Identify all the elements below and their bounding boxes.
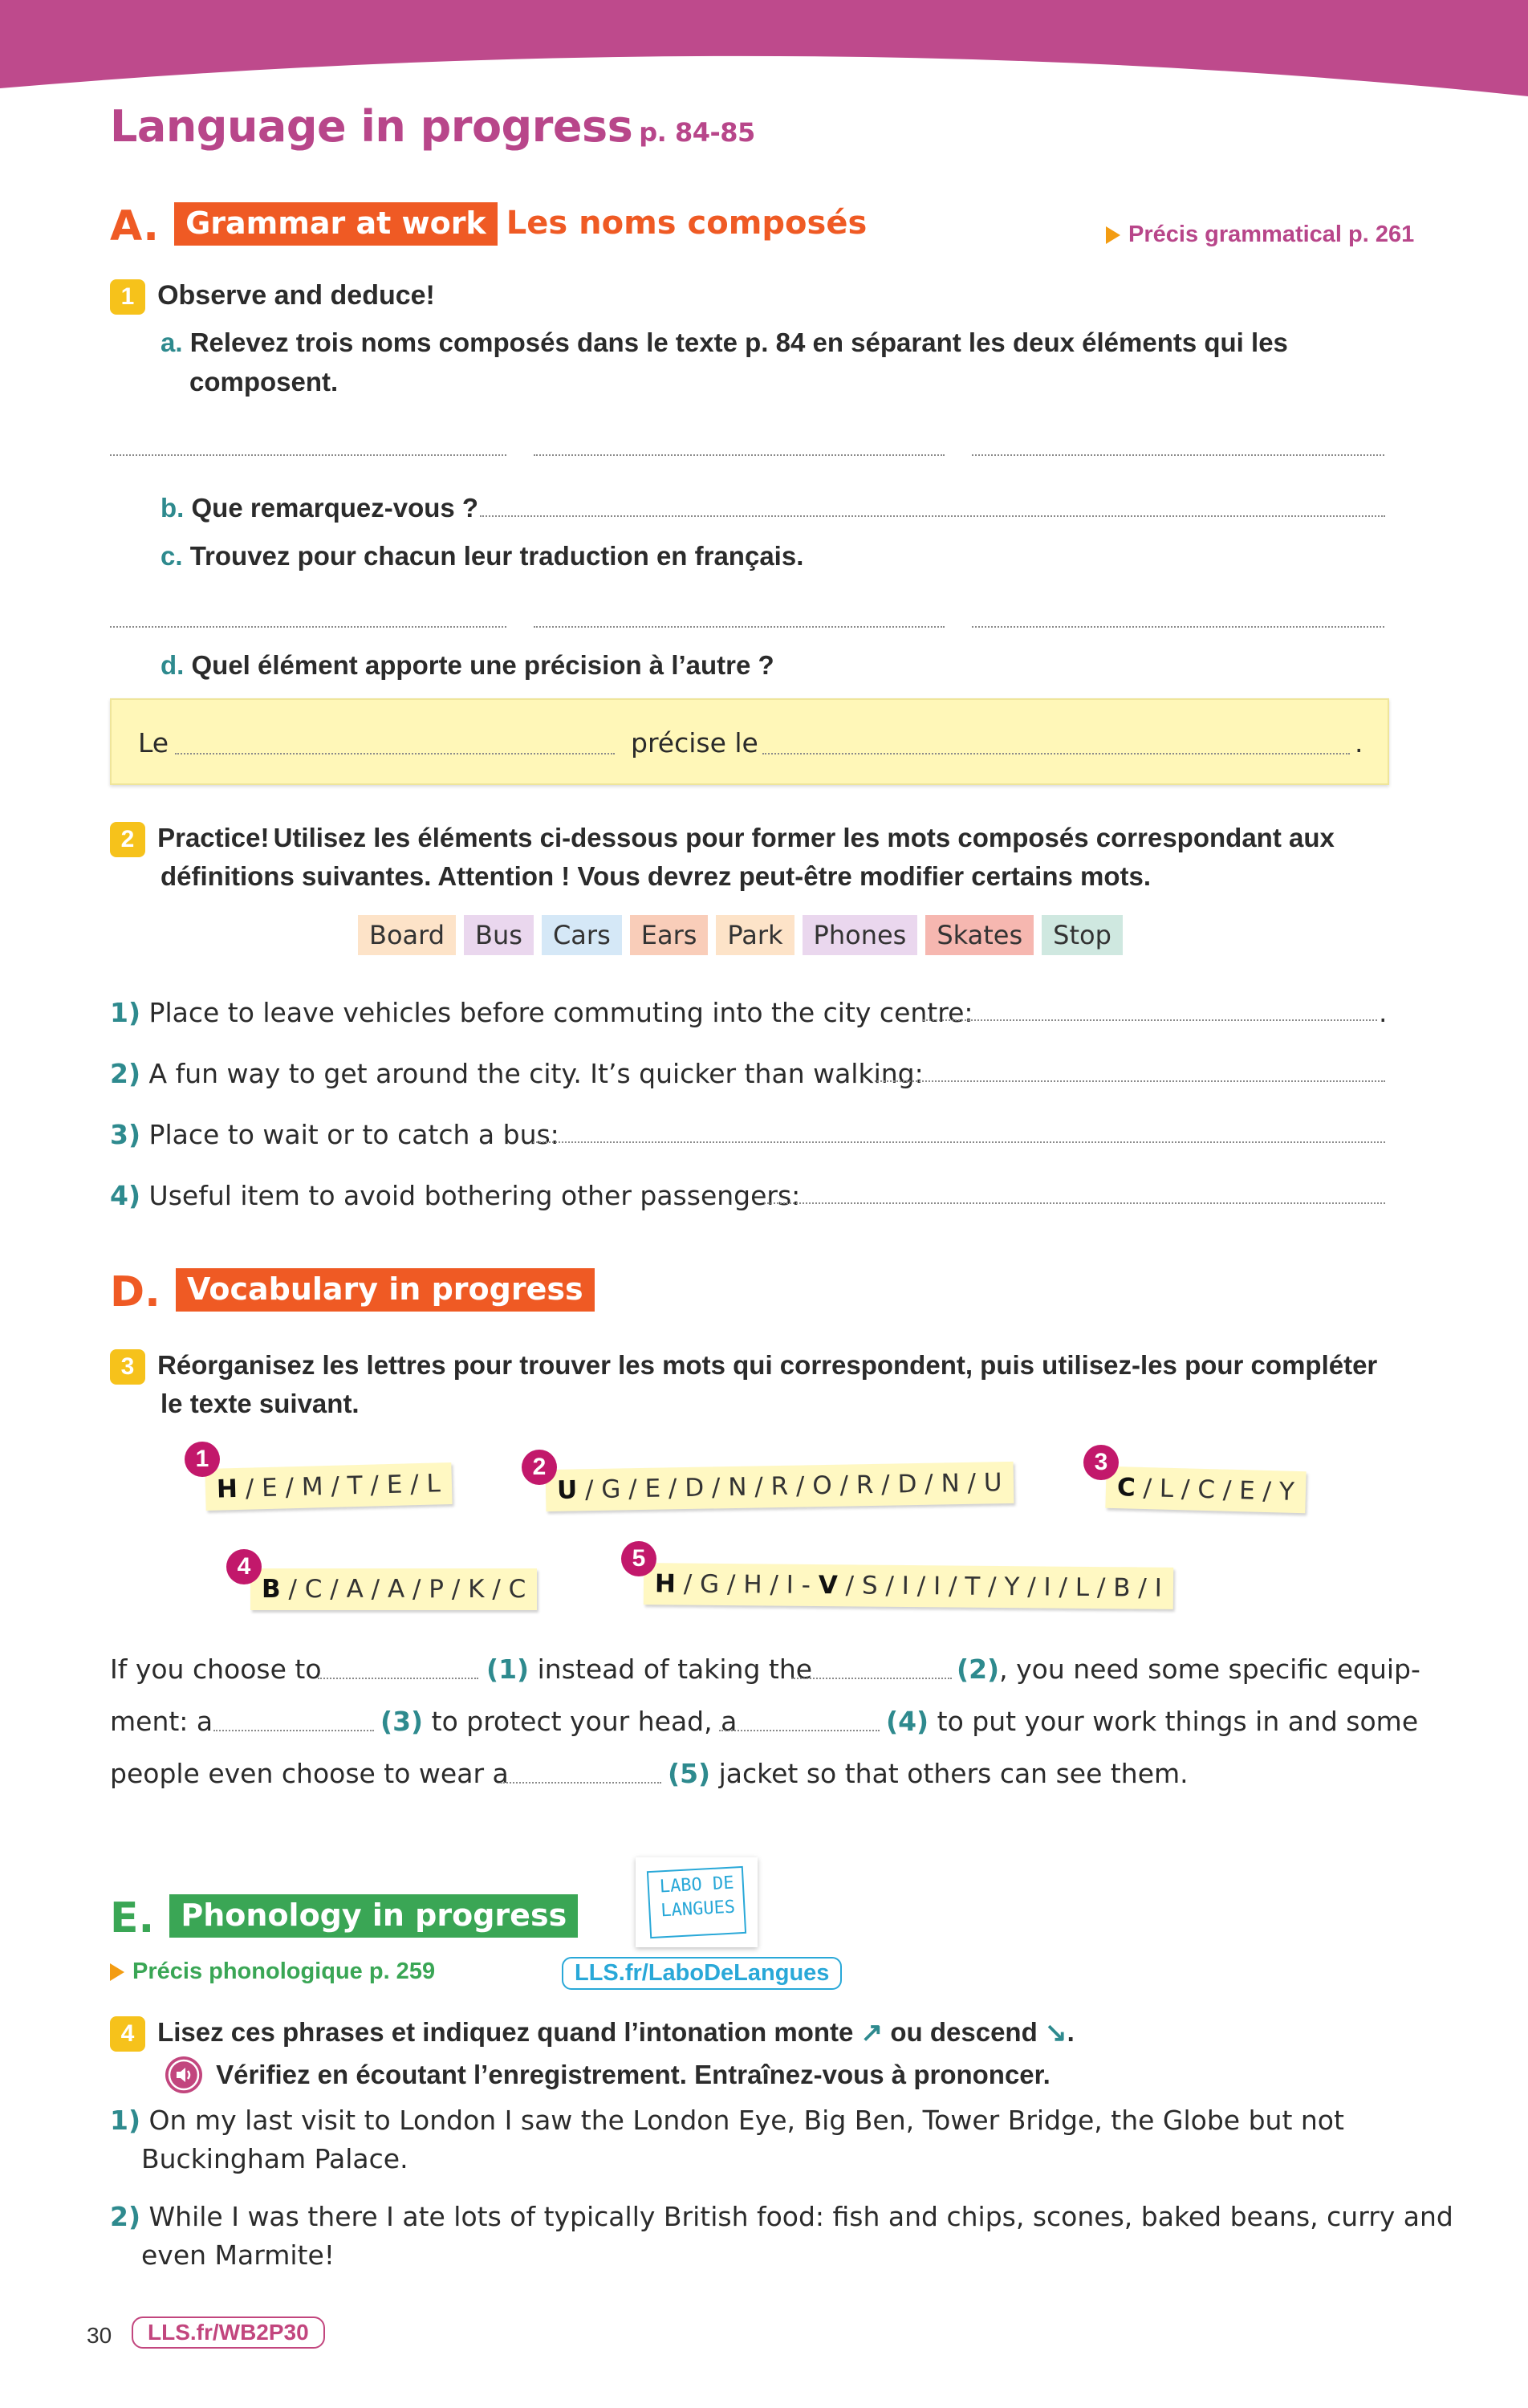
box-period: . <box>1355 727 1363 759</box>
exercise-3-header <box>110 1349 1377 1385</box>
question-a-cont: composent. <box>189 367 339 397</box>
word-chip-board: Board <box>358 915 456 955</box>
section-a-header <box>110 202 867 250</box>
exercise-number: 1 <box>110 279 145 315</box>
section-letter: A. <box>110 202 159 250</box>
question-a: a. Relevez trois noms composés dans le texte p. 84 en séparant les deux éléments qui les <box>161 327 1288 357</box>
cloze-blank-1[interactable] <box>318 1678 478 1679</box>
section-letter: E. <box>110 1894 155 1942</box>
question-b: b. Que remarquez-vous ? <box>161 493 479 523</box>
falling-arrow-icon: ↘ <box>1044 2017 1067 2047</box>
word-chip-stop: Stop <box>1042 915 1123 955</box>
word-chip-ears: Ears <box>630 915 709 955</box>
speaker-icon <box>165 2056 202 2093</box>
anagram-tile-5: H / G / H / I - V / S / I / I / T / Y / I / L / B / I <box>644 1563 1173 1609</box>
word-chip-park: Park <box>716 915 794 955</box>
section-subtitle: Les noms composés <box>506 205 868 242</box>
word-chip-cars: Cars <box>542 915 622 955</box>
question-d: d. Quel élément apporte une précision à l’autre ? <box>161 650 774 680</box>
answer-line-def-3[interactable] <box>533 1141 1385 1143</box>
question-c: c. Trouvez pour chacun leur traduction en français. <box>161 541 804 571</box>
labo-de-langues-link[interactable]: LLS.fr/LaboDeLangues <box>562 1957 842 1990</box>
cloze-line-1b: (2), you need some specific equip- <box>957 1653 1420 1685</box>
audio-play-button[interactable] <box>165 2056 202 2093</box>
exercise-1-header <box>110 279 435 315</box>
section-badge: Vocabulary in progress <box>176 1268 595 1312</box>
exercise-2-header <box>110 822 1335 857</box>
cloze-text-1: If you choose to <box>110 1653 322 1685</box>
anagram-tile-4: B / C / A / A / P / K / C <box>250 1568 537 1610</box>
answer-line-a1[interactable] <box>110 454 506 456</box>
cloze-text-2: ment: a <box>110 1706 213 1737</box>
anagram-tile-2: U / G / E / D / N / R / O / R / D / N / U <box>546 1462 1014 1511</box>
anagram-number-1: 1 <box>185 1442 220 1477</box>
anagram-number-2: 2 <box>522 1450 557 1485</box>
exercise-number: 4 <box>110 2016 145 2052</box>
answer-line-d1[interactable] <box>175 753 615 755</box>
anagram-tile-1: H / E / M / T / E / L <box>205 1462 452 1511</box>
anagram-tile-3: C / L / C / E / Y <box>1105 1466 1306 1513</box>
page-range: p. 84-85 <box>639 117 755 148</box>
top-banner <box>0 0 1528 96</box>
exercise-instruction: Réorganisez les lettres pour trouver les mots qui correspondent, puis utilisez-les pour compléter <box>157 1350 1378 1380</box>
sentence-1: 1) On my last visit to London I saw the London Eye, Big Ben, Tower Bridge, the Globe but not <box>110 2105 1344 2136</box>
section-e-header <box>110 1894 578 1942</box>
exercise-instruction-cont: le texte suivant. <box>161 1389 360 1418</box>
exercise-number: 2 <box>110 822 145 857</box>
answer-line-a3[interactable] <box>972 454 1384 456</box>
exercise-instruction: Utilisez les éléments ci-dessous pour former les mots composés correspondant aux <box>273 823 1335 852</box>
anagram-number-5: 5 <box>621 1541 656 1576</box>
sentence-1-cont: Buckingham Palace. <box>141 2143 408 2174</box>
section-badge: Grammar at work <box>174 202 498 246</box>
exercise-instruction: Lisez ces phrases et indiquez quand l’intonation monte ↗ ou descend ↘. <box>157 2017 1075 2047</box>
definition-1: 1) Place to leave vehicles before commuting into the city centre: <box>110 997 973 1028</box>
cloze-blank-3[interactable] <box>213 1730 374 1731</box>
cloze-blank-2[interactable] <box>791 1678 952 1679</box>
cloze-text-3: people even choose to wear a <box>110 1758 509 1789</box>
word-chip-bus: Bus <box>464 915 534 955</box>
cloze-blank-4[interactable] <box>719 1730 880 1731</box>
definition-2: 2) A fun way to get around the city. It’s quicker than walking: <box>110 1058 924 1089</box>
phonology-reference-link[interactable]: Précis phonologique p. 259 <box>110 1959 435 1985</box>
arrow-right-icon <box>1106 226 1120 244</box>
anagram-number-4: 4 <box>226 1549 262 1584</box>
word-chip-phones: Phones <box>803 915 918 955</box>
definition-3: 3) Place to wait or to catch a bus: <box>110 1119 559 1150</box>
answer-line-c3[interactable] <box>972 626 1384 628</box>
definition-1-period: . <box>1379 997 1388 1028</box>
answer-line-def-1[interactable] <box>923 1019 1377 1021</box>
arrow-right-icon <box>110 1963 124 1981</box>
exercise-number: 3 <box>110 1349 145 1385</box>
answer-line-b[interactable] <box>480 515 1385 517</box>
definition-4: 4) Useful item to avoid bothering other passengers: <box>110 1180 801 1211</box>
answer-line-def-4[interactable] <box>764 1202 1385 1204</box>
exercise-4-audio-row <box>165 2056 1050 2093</box>
anagram-number-3: 3 <box>1083 1445 1119 1480</box>
word-chip-skates: Skates <box>925 915 1034 955</box>
footer-link[interactable]: LLS.fr/WB2P30 <box>132 2316 325 2349</box>
exercise-instruction-cont: définitions suivantes. Attention ! Vous devrez peut-être modifier certains mots. <box>161 861 1152 891</box>
answer-line-c2[interactable] <box>534 626 945 628</box>
labo-de-langues-logo[interactable] <box>636 1857 758 1947</box>
cloze-line-3: (5) jacket so that others can see them. <box>668 1758 1189 1789</box>
page-number: 30 <box>87 2323 112 2348</box>
box-label-le: Le <box>138 727 169 759</box>
cloze-line-1: (1) instead of taking the <box>486 1653 813 1685</box>
box-label-precise: précise le <box>631 727 758 759</box>
answer-line-c1[interactable] <box>110 626 506 628</box>
sentence-2-cont: even Marmite! <box>141 2239 335 2271</box>
cloze-line-2b: (4) to put your work things in and some <box>886 1706 1419 1737</box>
answer-line-def-2[interactable] <box>875 1080 1385 1082</box>
logo-text: LABO DE LANGUES <box>659 1873 736 1922</box>
exercise-instruction-cont: Vérifiez en écoutant l’enregistrement. Entraînez-vous à prononcer. <box>216 2060 1050 2089</box>
answer-line-d2[interactable] <box>762 753 1350 755</box>
word-chips <box>358 915 1131 955</box>
exercise-heading: Practice! <box>157 823 270 852</box>
grammar-reference-link[interactable]: Précis grammatical p. 261 <box>1106 222 1414 248</box>
rising-arrow-icon: ↗ <box>860 2017 884 2047</box>
sentence-2: 2) While I was there I ate lots of typically British food: fish and chips, scones, baked beans, curry and <box>110 2201 1453 2232</box>
section-letter: D. <box>110 1268 161 1316</box>
cloze-line-2: (3) to protect your head, a <box>380 1706 738 1737</box>
cloze-blank-5[interactable] <box>501 1782 661 1784</box>
answer-line-a2[interactable] <box>534 454 945 456</box>
exercise-4-header <box>110 2016 1075 2052</box>
page-title: Language in progress p. 84-85 <box>110 101 755 152</box>
exercise-heading: Observe and deduce! <box>157 280 435 311</box>
section-badge: Phonology in progress <box>169 1894 578 1938</box>
section-d-header <box>110 1268 595 1316</box>
